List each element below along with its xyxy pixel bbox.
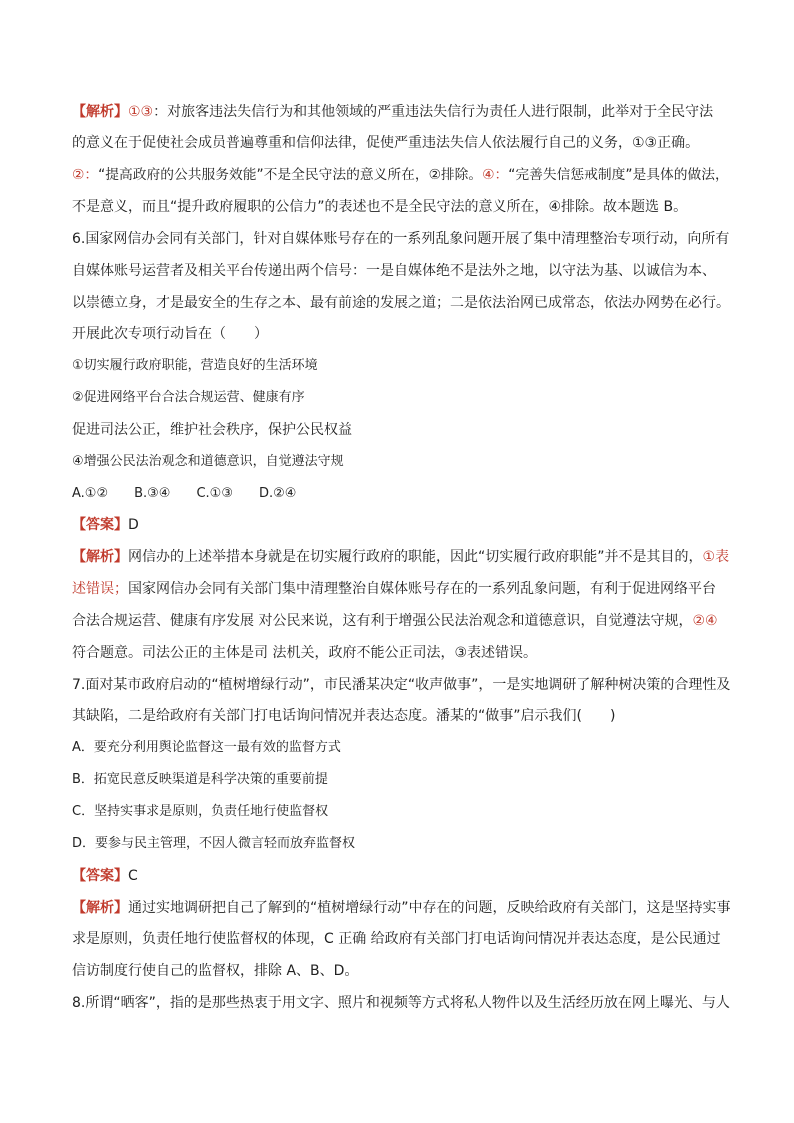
q6-stem-line-2: 自媒体账号运营者及相关平台传递出两个信号：一是自媒体绝不是法外之地，以守法为基、以诚信为本、: [72, 263, 716, 279]
analysis-text: “提高政府的公共服务效能”不是全民守法的意义所在，②排除。: [98, 167, 483, 183]
q7-stem-line-2: 其缺陷，二是给政府有关部门打电话询问情况并表达态度。潘某的“做事”启示我们( ): [72, 708, 616, 724]
q6-analysis-line-4: 符合题意。司法公正的主体是司 法机关，政府不能公正司法，③表述错误。: [72, 645, 537, 661]
analysis-red-text: ②：: [72, 167, 99, 183]
q6-choices: A.①② B.③④ C.①③ D.②④: [72, 486, 297, 501]
q8-stem-line-1: 8.所谓“晒客”，指的是那些热衷于用文字、照片和视频等方式将私人物件以及生活经历放在网上曝光、与人: [72, 995, 730, 1011]
analysis-red-text: 述错误；: [72, 581, 128, 597]
answer-tag: 【答案】: [72, 868, 128, 884]
analysis-red-text: ①③: [128, 104, 154, 120]
analysis-red-text: ④：: [482, 167, 509, 183]
q5-analysis-line-3: [72, 165, 734, 185]
q6-analysis-line-3: [72, 611, 734, 631]
q6-stem-line-3: 以崇德立身，才是最安全的生存之本、最有前途的发展之道；二是依法治网已成常态，依法办网势在必行。: [72, 295, 730, 311]
q7-answer-line: [72, 866, 734, 886]
analysis-text: “完善失信惩戒制度”是具体的做法，: [508, 167, 729, 183]
q7-stem-line-1: 7.面对某市政府启动的“植树增绿行动”，市民潘某决定“收声做事”，一是实地调研了解种树决策的合理性及: [72, 677, 731, 693]
q6-option-1: ①切实履行政府职能，营造良好的生活环境: [72, 358, 318, 373]
q6-option-2: ②促进网络平台合法合规运营、健康有序: [72, 390, 305, 405]
q7-option-d: D．要参与民主管理，不因人微言轻而放弃监督权: [72, 836, 356, 851]
q6-answer-line: [72, 515, 734, 535]
q6-option-3: 促进司法公正，维护社会秩序，保护公民权益: [72, 422, 352, 438]
q7-analysis-line-3: 信访制度行使自己的监督权，排除 A、B、D。: [72, 963, 359, 979]
analysis-text: 网信办的上述举措本身就是在切实履行政府的职能，因此“切实履行政府职能”并不是其目的，: [128, 549, 703, 565]
analysis-text: ：对旅客违法失信行为和其他领域的严重违法失信行为责任人进行限制，此举对于全民守法: [153, 104, 714, 120]
q6-analysis-line-2: [72, 579, 734, 599]
q5-analysis-line-1: [72, 102, 734, 122]
analysis-tag: 【解析】: [72, 104, 128, 120]
analysis-tag: 【解析】: [72, 549, 128, 565]
analysis-text: 合法合规运营、健康有序发展 对公民来说，这有利于增强公民法治观念和道德意识，自觉遵法守规，: [72, 613, 693, 629]
analysis-red-text: ②④: [692, 613, 718, 629]
q7-option-a: A．要充分利用舆论监督这一最有效的监督方式: [72, 740, 341, 755]
q7-option-b: B．拓宽民意反映渠道是科学决策的重要前提: [72, 772, 328, 787]
analysis-text: 国家网信办会同有关部门集中清理整治自媒体账号存在的一系列乱象问题，有利于促进网络平台: [128, 581, 716, 597]
q7-analysis-line-1: [72, 898, 734, 918]
q6-option-4: ④增强公民法治观念和道德意识，自觉遵法守规: [72, 454, 344, 469]
answer-tag: 【答案】: [72, 517, 128, 533]
analysis-red-text: ①表: [702, 549, 730, 565]
q7-analysis-line-2: 求是原则，负责任地行使监督权的体现，C 正确 给政府有关部门打电话询问情况并表达态度，是公民通过: [72, 931, 721, 947]
q5-analysis-line-4: 不是意义，而且“提升政府履职的公信力”的表述也不是全民守法的意义所在，④排除。故本题选 B。: [72, 199, 688, 215]
q6-stem-line-1: 6.国家网信办会同有关部门，针对自媒体账号存在的一系列乱象问题开展了集中清理整治专项行动，向所有: [72, 231, 730, 247]
answer-value: D: [128, 517, 139, 533]
q6-stem-line-4: 开展此次专项行动旨在（ ）: [72, 326, 268, 342]
answer-value: C: [128, 868, 138, 884]
q5-analysis-line-2: 的意义在于促使社会成员普遍尊重和信仰法律，促使严重违法失信人依法履行自己的义务，①③正确。: [72, 135, 700, 151]
q6-analysis-line-1: [72, 547, 734, 567]
q7-option-c: C．坚持实事求是原则，负责任地行使监督权: [72, 804, 329, 819]
analysis-text: 通过实地调研把自己了解到的“植树增绿行动”中存在的问题，反映给政府有关部门，这是坚持实事: [128, 900, 731, 916]
analysis-tag: 【解析】: [72, 900, 128, 916]
